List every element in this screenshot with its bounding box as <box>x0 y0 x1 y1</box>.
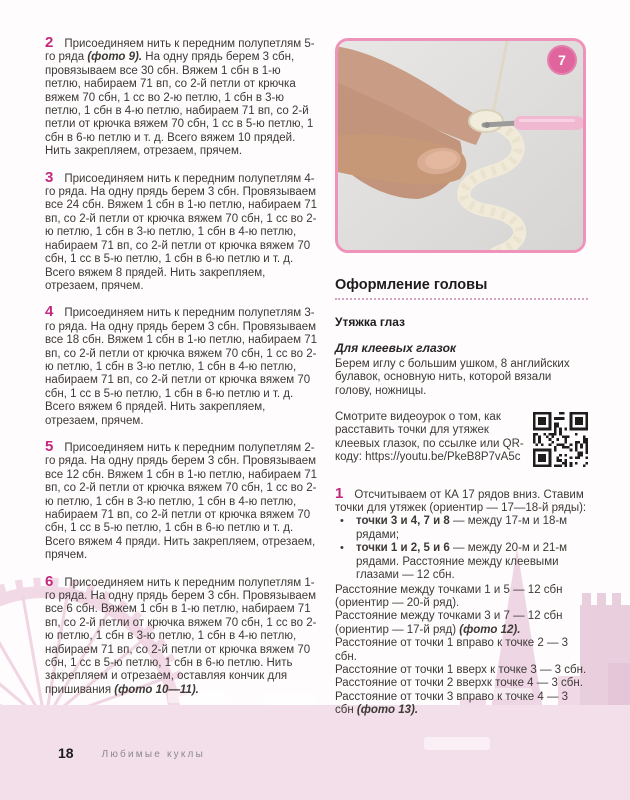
distance-line: Расстояние между точками 3 и 7 — 12 сбн (ориентир — 17-й ряд) (фото 12). <box>335 610 563 636</box>
step-number: 4 <box>45 303 54 321</box>
distance-line: Расстояние между точками 1 и 5 — 12 сбн (ориентир — 20-й ряд). <box>335 583 563 609</box>
step-paragraph-3 <box>45 168 317 294</box>
distance-line: Расстояние от точки 1 вправо к точке 2 — 3 сбн. <box>335 637 569 663</box>
bullet-dot: • <box>340 542 344 555</box>
step-paragraph-1 <box>335 484 588 718</box>
bullet-bold-text: точки 1 и 2, 5 и 6 <box>356 542 450 555</box>
bullet-text: — между 17-м и 18-м рядами; <box>356 515 568 541</box>
step-photo <box>335 38 586 253</box>
step-paragraph-4 <box>45 305 317 428</box>
step-paragraph-5 <box>45 437 317 563</box>
crochet-photo-illustration <box>338 41 583 250</box>
step-text: Присоединяем нить к передним полупетлям 3-го ряда. На одну прядь берем 3 сбн. Провязываем все 18 сбн. Вяжем 1 сбн в 1-ю петлю, набираем 71 вп, со 2-й петли от крючка вяжем 70 сбн, 1 сс во 2-ю петлю, 1 сбн в 3-ю петлю, 1 сбн в 4-ю петлю, набираем 71 вп, со 2-й петли от крючка вяжем 70 сбн, 1 сс в 5-ю петлю, 1 сбн в 6-ю петлю и т. д. Всего вяжем 6 прядей. Нить закрепляем, отрезаем, прячем. <box>45 307 317 427</box>
bullet-text: — между 20-м и 21-м рядами. Расстояние между клеевыми глазами — 12 сбн. <box>356 542 568 582</box>
video-note-block <box>335 411 588 465</box>
right-text-column <box>335 38 588 718</box>
video-note-text: Смотрите видеоурок о том, как расставить точки для утяжек клеевых глазок, по ссылке или QR-коду: https://youtu.be/PkeB8P7vA5c <box>335 411 524 464</box>
subsection-title: Утяжка глаз <box>335 315 405 329</box>
section-title: Оформление головы <box>335 277 488 293</box>
qr-code <box>533 412 588 467</box>
materials-heading: Для клеевых глазок <box>335 341 456 356</box>
left-text-column <box>45 36 317 709</box>
step-text: На одну прядь берем 3 сбн, провязываем все 30 сбн. Вяжем 1 сбн в 1-ю петлю, набираем 71 вп, со 2-й петли от крючка вяжем 70 сбн, 1 сс во 2-ю петлю, 1 сбн в 3-ю петлю, 1 сбн в 4-ю петлю, набираем 71 вп, со 2-й петли от крючка вяжем 70 сбн, 1 сс в 5-ю петлю, 1 сбн в 6-ю петлю и т. д. Всего вяжем 10 прядей. Нить закрепляем, отрезаем, прячем. <box>45 51 314 158</box>
step-number: 3 <box>45 168 54 186</box>
photo-number-badge: 7 <box>547 45 577 75</box>
distance-line: Расстояние от точки 3 вправо к точке 4 — 3 сбн (фото 13). <box>335 690 569 717</box>
distance-line: Расстояние от точки 2 вверхк точке 4 — 3 сбн. <box>335 677 583 690</box>
step-paragraph-6 <box>45 572 317 698</box>
step-paragraph-2 <box>45 36 317 159</box>
distances-list <box>335 584 588 718</box>
step-number: 6 <box>45 572 54 590</box>
step-number: 1 <box>335 484 344 502</box>
bullet-item <box>335 515 588 542</box>
step-text: Отсчитываем от КА 17 рядов вниз. Ставим точки для утяжек (ориентир — 17—18-й ряды): <box>335 488 587 515</box>
bullet-bold-text: точки 3 и 4, 7 и 8 <box>356 515 450 528</box>
dotted-divider <box>335 298 588 300</box>
footer-book-title: Любимые куклы <box>101 749 205 760</box>
distance-line: Расстояние от точки 1 вверх к точке 3 — 3 сбн. <box>335 663 587 676</box>
step-text: Присоединяем нить к передним полупетлям 1-го ряда. На одну прядь берем 3 сбн. Провязываем все 6 сбн. Вяжем 1 сбн в 1-ю петлю, набираем 71 вп, со 2-й петли от крючка вяжем 70 сбн, 1 сс во 2-ю петлю, 1 сбн в 3-ю петлю, 1 сбн в 4-ю петлю, набираем 71 вп, со 2-й петли от крючка вяжем 70 сбн, 1 сс в 5-ю петлю, 1 сбн в 6-ю петлю. Нить закрепляем и отрезаем, оставляя кончик для пришивания <box>45 576 317 696</box>
page-number: 18 <box>58 745 74 761</box>
photo-reference: (фото 10—11). <box>114 683 199 696</box>
step-text: Присоединяем нить к передним полупетлям 2-го ряда. На одну прядь берем 3 сбн. Провязываем все 12 сбн. Вяжем 1 сбн в 1-ю петлю, набираем 71 вп, со 2-й петли от крючка вяжем 70 сбн, 1 сс во 2-ю петлю, 1 сбн в 3-ю петлю, 1 сбн в 4-ю петлю, набираем 71 вп, со 2-й петли от крючка вяжем 70 сбн, 1 сс в 5-ю петлю, 1 сбн в 6-ю петлю и т. д. Всего вяжем 4 пряди. Нить закрепляем, отрезаем, прячем. <box>45 441 317 562</box>
step-number: 2 <box>45 34 54 51</box>
step-number: 5 <box>45 437 54 455</box>
step-text: Присоединяем нить к передним полупетлям 4-го ряда. На одну прядь берем 3 сбн. Провязываем все 24 сбн. Вяжем 1 сбн в 1-ю петлю, набираем 71 вп, со 2-й петли от крючка вяжем 70 сбн, 1 сс во 2-ю петлю, 1 сбн в 3-ю петлю, 1 сбн в 4-ю петлю, набираем 71 вп, со 2-й петли от крючка вяжем 70 сбн, 1 сс в 5-ю петлю, 1 сбн в 6-ю петлю и т. д. Всего вяжем 8 прядей. Нить закрепляем, отрезаем, прячем. <box>45 172 317 292</box>
bullet-item <box>335 542 588 582</box>
photo-reference: (фото 9). <box>87 51 143 64</box>
bullet-dot: • <box>340 515 344 528</box>
step-text: Присоединяем нить к передним полупетлям 5-го ряда <box>45 38 315 64</box>
materials-text: Берем иглу с большим ушком, 8 английских булавок, основную нить, которой вязали голову, ножницы. <box>335 357 570 397</box>
page-footer <box>58 745 458 763</box>
